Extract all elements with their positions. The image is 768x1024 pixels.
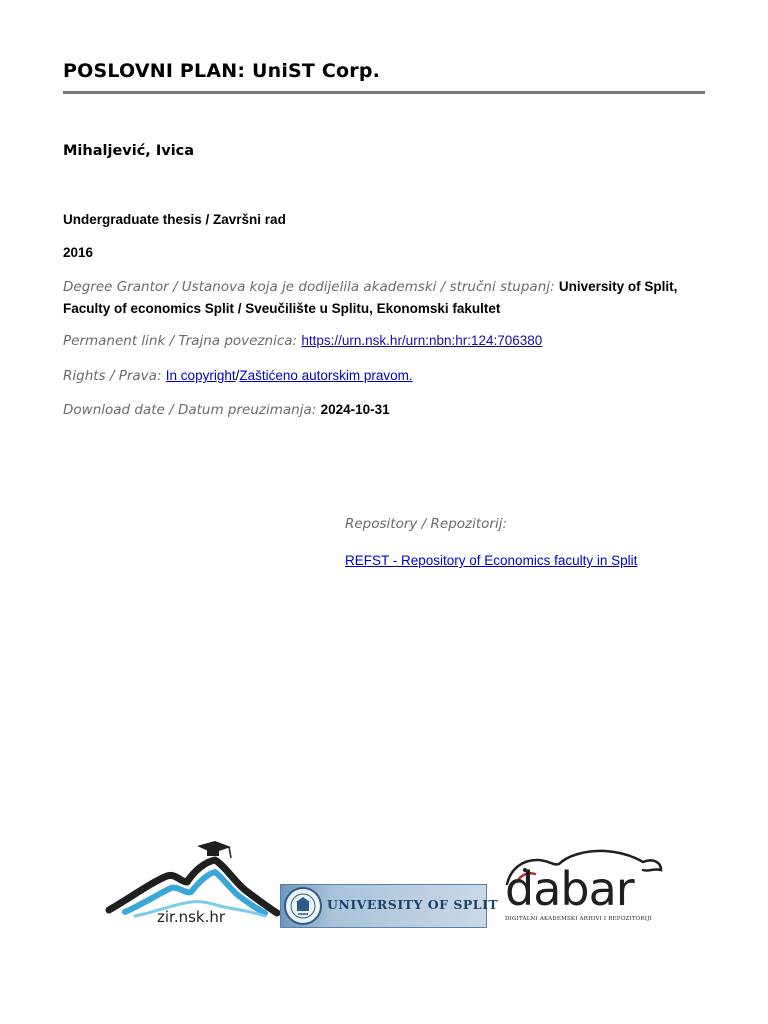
unist-seal-icon [283, 886, 323, 926]
rights-row [63, 365, 413, 387]
document-title: POSLOVNI PLAN: UniST Corp. [63, 60, 381, 82]
download-date-value: 2024-10-31 [320, 402, 390, 417]
dabar-logo [503, 848, 665, 928]
degree-grantor-block [63, 276, 703, 320]
dabar-logo-text: dabar [505, 862, 634, 916]
permanent-link-row [63, 330, 542, 352]
unist-logo [280, 884, 499, 928]
download-date-row [63, 399, 390, 421]
degree-grantor-label: Degree Grantor / Ustanova koja je dodijelila akademski / stručni stupanj: [63, 279, 555, 295]
rights-link-copyright[interactable]: In copyright [165, 368, 236, 383]
author-name: Mihaljević, Ivica [63, 143, 195, 159]
download-date-label: Download date / Datum preuzimanja: [63, 402, 317, 418]
thesis-type: Undergraduate thesis / Završni rad [63, 212, 286, 227]
repository-link-row [345, 550, 637, 572]
title-divider [63, 91, 705, 94]
rights-link-zasticeno[interactable]: Zaštićeno autorskim pravom. [239, 368, 413, 383]
rights-label: Rights / Prava: [63, 368, 162, 384]
dabar-subtitle: DIGITALNI AKADEMSKI ARHIVI I REPOZITORIJI [505, 916, 652, 922]
zir-logo [105, 838, 280, 933]
repository-label-row [345, 514, 507, 535]
repository-link[interactable]: REFST - Repository of Economics faculty in Split [345, 553, 638, 568]
permanent-link-label: Permanent link / Trajna poveznica: [63, 333, 298, 349]
permanent-link[interactable]: https://urn.nsk.hr/urn:nbn:hr:124:706380 [301, 333, 543, 348]
unist-logo-text: UNIVERSITY OF SPLIT [327, 897, 499, 912]
rights-separator: / [235, 368, 240, 383]
zir-logo-text: zir.nsk.hr [157, 908, 226, 926]
logos-footer [105, 838, 665, 938]
repository-label: Repository / Repozitorij: [345, 516, 508, 532]
degree-grantor-value: University of Split, Faculty of economics Split / Sveučilište u Splitu, Ekonomski fakultet [63, 279, 678, 316]
publication-year: 2016 [63, 245, 94, 260]
